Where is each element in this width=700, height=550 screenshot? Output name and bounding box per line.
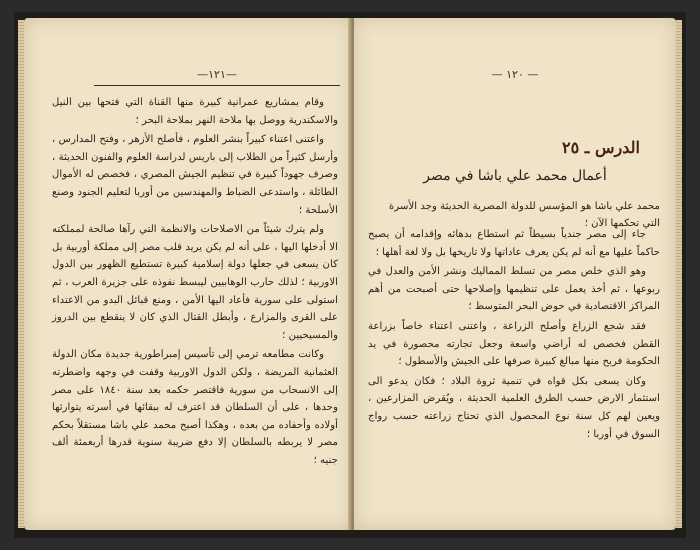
left-page-body	[52, 94, 338, 471]
right-page-number: — ١٢٠ —	[491, 68, 539, 81]
left-page-number: —١٢١—	[94, 68, 340, 86]
left-page	[24, 18, 352, 530]
lesson-subtitle: أعمال محمد علي باشا في مصر	[423, 168, 607, 184]
paragraph: وهو الذي خلص مصر من تسلط المماليك ونشر الأمن والعدل في ربوعها ، ثم أخذ يعمل على تنظيمها وإصلاحها حتى أصبحت من أهم المراكز الاقتصادية في حوض البحر المتوسط ؛	[368, 266, 660, 313]
right-page-edge	[676, 20, 682, 528]
lesson-title: الدرس ـ ٢٥	[562, 138, 640, 157]
paragraph: فقد شجع الزراع وأصلح الزراعة ، واعتنى اعتناء خاصاً بزراعة القطن فخصص له أراضي واسعة وجعل تجارته محصورة في يد الحكومة فربح منها مبالغ كبيرة صرفها على الجيش والأسطول ؛	[368, 320, 660, 368]
paragraph: وكان يسعى بكل قواه في تنمية ثروة البلاد ؛ فكان يدعو الى استثمار الارض حسب الطرق العلمية الحديثة ، ويُقرض المزارعين ، ويعين لهم كل سنة نوع المحصول الذي تحتاج زراعته حسب رواج السوق في أوربا ؛	[368, 375, 660, 440]
paragraph: وقام بمشاريع عمرانية كبيرة منها القناة التي فتحها بين النيل والاسكندرية ووصل بها ملاحة النهر بملاحة البحر ؛	[52, 97, 338, 126]
paragraph: وكانت مطامعه ترمي إلى تأسيس إمبراطورية جديدة مكان الدولة العثمانية المريضة ، ولكن الدول الاوربية وقفت في وجهه واضطرته إلى الانسحاب من سورية فاقتصر حكمه بعد سنة ١٨٤٠ على مصر وحدها ، على أن السلطان قد اعترف له ببقائها في أسرته يتوارثها أولاده وأحفاده من بعده ، وهكذا أصبح محمد علي باشا مستقلاً بحكم مصر لا يربطه بالسلطان إلا دفع ضريبة سنوية قدرها أربعمئة ألف جنيه ؛	[52, 349, 338, 466]
book-spread	[14, 12, 686, 538]
paragraph: جاء إلى مصر جندياً بسيطاً ثم استطاع بدهائه وإقدامه أن يصبح حاكماً عليها مع أنه لم يكن يعرف عاداتها ولا تاريخها بل ولا لغة أهلها ؛	[368, 229, 660, 258]
paragraph: ولم يترك شيئاً من الاصلاحات والانظمة التي رآها صالحة لمملكته الا أدخلها اليها ، على أنه لم يكن يريد قلب مصر إلى مملكة أوربية بل كان يسعى في جعلها دولة إسلامية كبيرة تستطيع الظهور بين الدول الاوربية ؛ لذلك حارب الوهابيين ليبسط نفوذه على جزيرة العرب ، ثم استولى على سورية فأعاد اليها الأمن ، ومنع قبائل البدو من الاعتداء على القرى والمزارع ، وأبطل القتال الذي كان لا ينقطع بين الدروز والمسيحيين ؛	[52, 224, 338, 341]
lesson-intro: محمد علي باشا هو المؤسس للدولة المصرية الحديثة وجد الأسرة التي تحكمها الآن ؛	[389, 201, 660, 229]
paragraph: واعتنى اعتناء كبيراً بنشر العلوم ، فأصلح الأزهر ، وفتح المدارس ، وأرسل كثيراً من الطلاب إلى باريس لدراسة العلوم والفنون الحديثة ، وصرف جهوداً كبيرة في تنظيم الجيش المصري ، فخصص له الأموال الطائلة ، واستدعى الضباط والمهندسين من أوربا لتعليم الجنود وصنع الأسلحة ؛	[52, 134, 338, 216]
right-page	[354, 18, 676, 530]
right-page-body	[368, 226, 660, 445]
